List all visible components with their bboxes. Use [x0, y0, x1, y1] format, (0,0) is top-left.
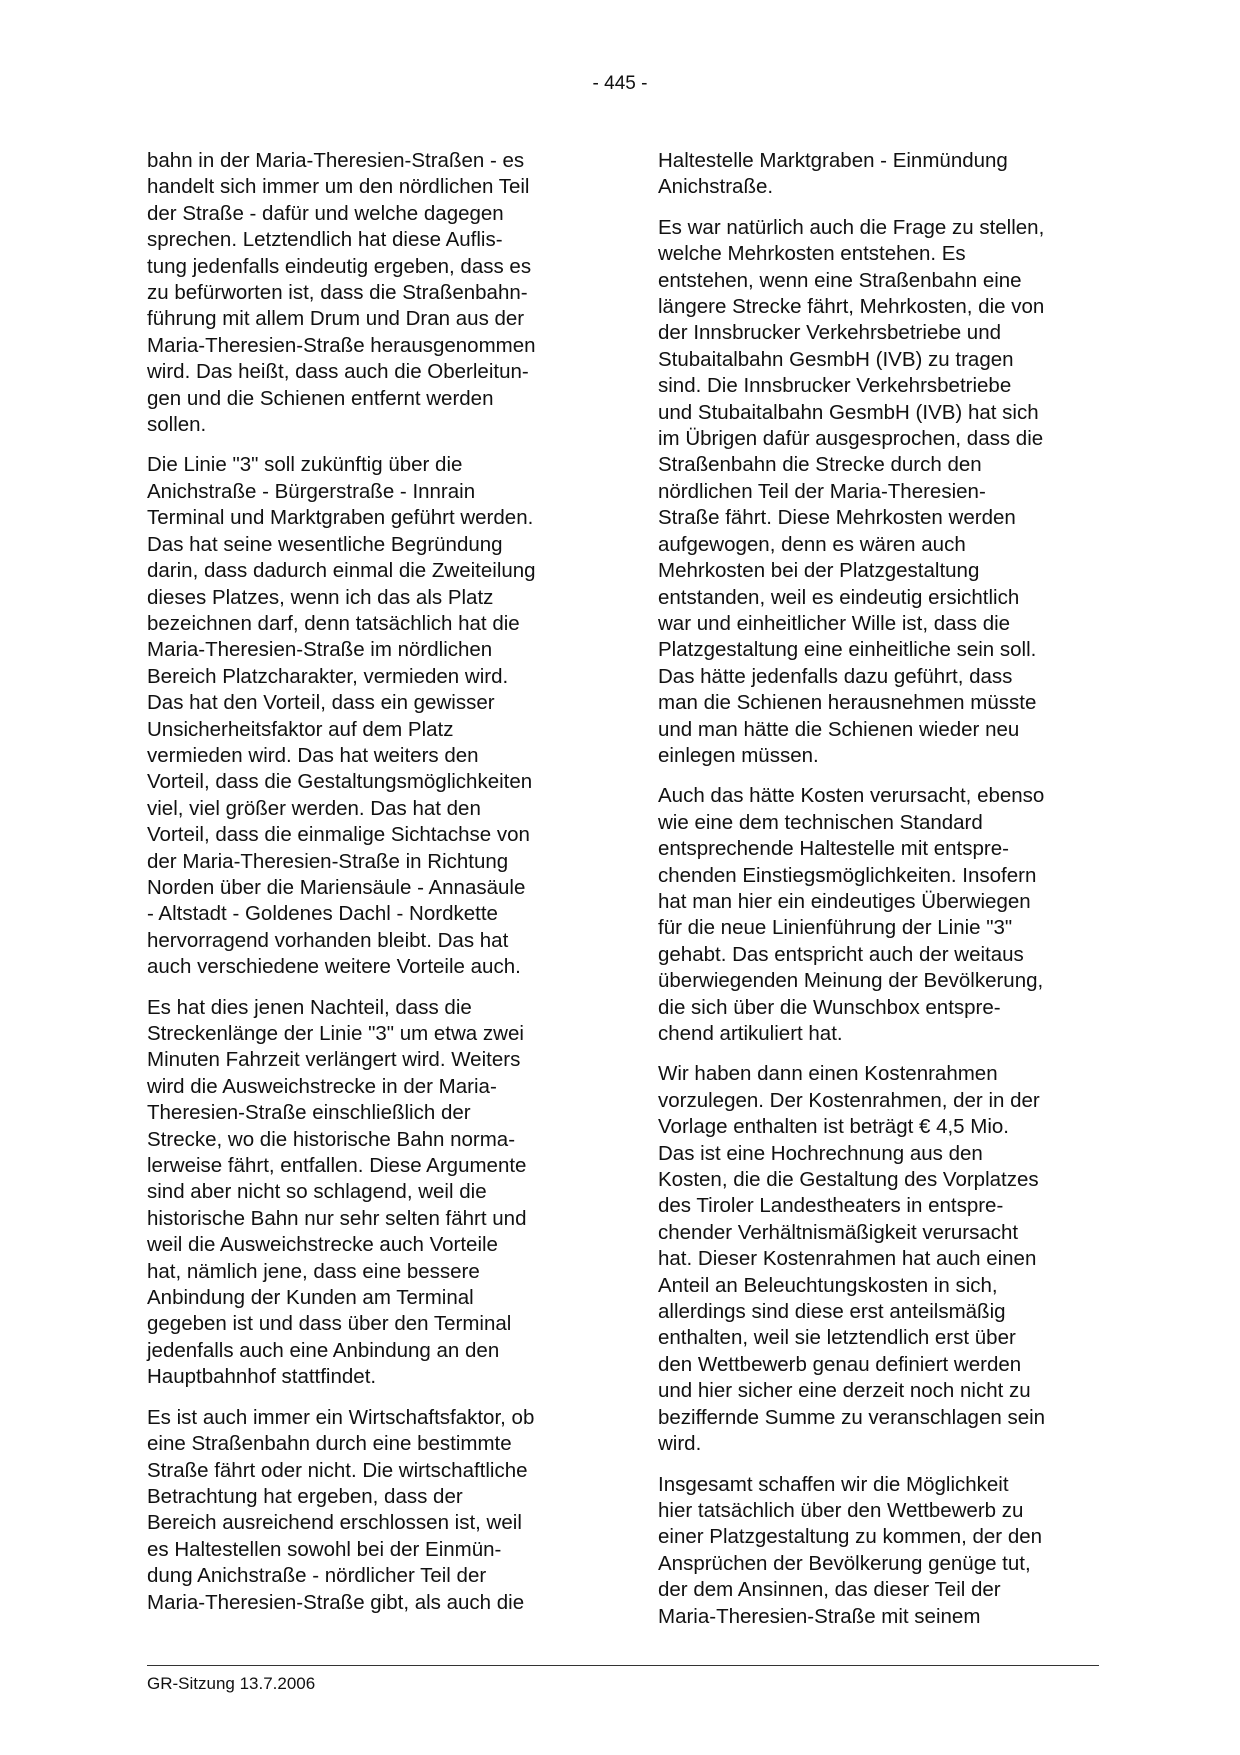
text-line: hat, nämlich jene, dass eine bessere	[147, 1259, 480, 1283]
text-line: Anichstraße - Bürgerstraße - Innrain	[147, 479, 476, 503]
text-line: aufgewogen, denn es wären auch	[658, 532, 966, 556]
text-line: tung jedenfalls eindeutig ergeben, dass es	[147, 254, 532, 278]
paragraph	[147, 1405, 592, 1616]
text-line: hat. Dieser Kostenrahmen hat auch einen	[658, 1247, 1037, 1271]
text-line: und hier sicher eine derzeit noch nicht zu	[658, 1379, 1031, 1403]
text-line: sind aber nicht so schlagend, weil die	[147, 1180, 487, 1204]
left-column	[147, 148, 592, 1630]
text-line: hat man hier ein eindeutiges Überwiegen	[658, 889, 1031, 913]
text-line: Terminal und Marktgraben geführt werden.	[147, 506, 534, 530]
text-line: Maria-Theresien-Straße im nördlichen	[147, 638, 493, 662]
text-line: viel, viel größer werden. Das hat den	[147, 796, 481, 820]
text-line: welche Mehrkosten entstehen. Es	[658, 242, 966, 266]
text-line: dieses Platzes, wenn ich das als Platz	[147, 585, 494, 609]
text-line: gegeben ist und dass über den Terminal	[147, 1312, 512, 1336]
paragraph	[147, 148, 592, 438]
text-line: Maria-Theresien-Straße mit seinem	[658, 1604, 981, 1628]
text-line: darin, dass dadurch einmal die Zweiteilung	[147, 559, 536, 583]
paragraph	[658, 783, 1103, 1047]
text-line: sollen.	[147, 413, 207, 437]
text-line: der Straße - dafür und welche dagegen	[147, 201, 504, 225]
text-line: chenden Einstiegsmöglichkeiten. Insofern	[658, 863, 1037, 887]
text-line: Das ist eine Hochrechnung aus den	[658, 1141, 983, 1165]
text-line: Das hätte jedenfalls dazu geführt, dass	[658, 664, 1013, 688]
text-line: und Stubaitalbahn GesmbH (IVB) hat sich	[658, 400, 1039, 424]
text-line: Haltestelle Marktgraben - Einmündung	[658, 149, 1008, 172]
text-line: sprechen. Letztendlich hat diese Auflis-	[147, 228, 503, 252]
text-line: war und einheitlicher Wille ist, dass die	[658, 611, 1011, 635]
text-line: bezeichnen darf, denn tatsächlich hat die	[147, 611, 520, 635]
text-line: Strecke, wo die historische Bahn norma-	[147, 1127, 516, 1151]
paragraph	[658, 1061, 1103, 1457]
text-line: führung mit allem Drum und Dran aus der	[147, 307, 525, 331]
text-line: Es war natürlich auch die Frage zu stellen,	[658, 215, 1045, 239]
text-line: des Tiroler Landestheaters in entspre-	[658, 1194, 1004, 1218]
text-line: Vorteil, dass die Gestaltungsmöglichkeiten	[147, 770, 533, 794]
text-line: wie eine dem technischen Standard	[658, 810, 983, 834]
text-line: wird die Ausweichstrecke in der Maria-	[147, 1074, 497, 1098]
text-line: Streckenlänge der Linie "3" um etwa zwei	[147, 1022, 524, 1045]
text-line: gehabt. Das entspricht auch der weitaus	[658, 942, 1024, 966]
text-line: den Wettbewerb genau definiert werden	[658, 1352, 1022, 1376]
text-line: Bereich Platzcharakter, vermieden wird.	[147, 664, 509, 688]
text-line: Es ist auch immer ein Wirtschaftsfaktor, ob	[147, 1405, 535, 1429]
paragraph	[147, 452, 592, 980]
text-line: einer Platzgestaltung zu kommen, der den	[658, 1525, 1043, 1549]
text-line: Vorteil, dass die einmalige Sichtachse von	[147, 823, 530, 847]
text-line: Theresien-Straße einschließlich der	[147, 1101, 471, 1125]
text-line: hervorragend vorhanden bleibt. Das hat	[147, 928, 509, 952]
text-line: längere Strecke fährt, Mehrkosten, die von	[658, 295, 1045, 319]
text-line: Straßenbahn die Strecke durch den	[658, 453, 982, 477]
text-line: Anbindung der Kunden am Terminal	[147, 1286, 474, 1310]
text-line: Unsicherheitsfaktor auf dem Platz	[147, 717, 454, 741]
text-line: Es hat dies jenen Nachteil, dass die	[147, 995, 472, 1019]
text-line: Platzgestaltung eine einheitliche sein soll.	[658, 638, 1037, 662]
text-line: Anichstraße.	[658, 175, 774, 199]
text-line: man die Schienen herausnehmen müsste	[658, 691, 1037, 715]
text-line: sind. Die Innsbrucker Verkehrsbetriebe	[658, 374, 1012, 398]
text-line: und man hätte die Schienen wieder neu	[658, 717, 1020, 741]
text-line: gen und die Schienen entfernt werden	[147, 386, 494, 410]
text-line: wird. Das heißt, dass auch die Oberleitun-	[147, 360, 529, 384]
text-line: Ansprüchen der Bevölkerung genüge tut,	[658, 1551, 1031, 1575]
right-column	[658, 148, 1103, 1644]
text-line: - Altstadt - Goldenes Dachl - Nordkette	[147, 902, 498, 926]
text-line: wird.	[658, 1432, 702, 1456]
text-line: Hauptbahnhof stattfindet.	[147, 1365, 377, 1389]
page-number: - 445 -	[592, 73, 648, 94]
text-line: hier tatsächlich über den Wettbewerb zu	[658, 1498, 1024, 1522]
text-line: allerdings sind diese erst anteilsmäßig	[658, 1300, 1006, 1324]
text-line: zu befürworten ist, dass die Straßenbahn-	[147, 281, 528, 305]
paragraph	[658, 148, 1103, 201]
text-line: entsprechende Haltestelle mit entspre-	[658, 837, 1009, 861]
text-line: Bereich ausreichend erschlossen ist, weil	[147, 1511, 522, 1535]
text-line: Betrachtung hat ergeben, dass der	[147, 1484, 463, 1508]
footer-session-label: GR-Sitzung 13.7.2006	[147, 1674, 316, 1693]
text-line: der dem Ansinnen, das dieser Teil der	[658, 1578, 1001, 1602]
text-line: überwiegenden Meinung der Bevölkerung,	[658, 969, 1044, 993]
text-line: nördlichen Teil der Maria-Theresien-	[658, 479, 986, 503]
text-line: Wir haben dann einen Kostenrahmen	[658, 1062, 998, 1086]
text-line: enthalten, weil sie letztendlich erst über	[658, 1326, 1016, 1350]
paragraph	[658, 1472, 1103, 1630]
footer-divider	[147, 1665, 1099, 1666]
text-line: historische Bahn nur sehr selten fährt und	[147, 1206, 527, 1230]
text-line: entstanden, weil es eindeutig ersichtlich	[658, 585, 1020, 609]
text-line: Straße fährt. Diese Mehrkosten werden	[658, 506, 1016, 530]
text-line: vermieden wird. Das hat weiters den	[147, 743, 479, 767]
text-line: im Übrigen dafür ausgesprochen, dass die	[658, 427, 1044, 451]
text-line: dung Anichstraße - nördlicher Teil der	[147, 1564, 487, 1588]
text-line: die sich über die Wunschbox entspre-	[658, 995, 1001, 1019]
text-line: der Maria-Theresien-Straße in Richtung	[147, 849, 509, 873]
paragraph	[658, 215, 1103, 770]
text-line: Insgesamt schaffen wir die Möglichkeit	[658, 1472, 1009, 1496]
text-line: handelt sich immer um den nördlichen Teil	[147, 175, 530, 199]
text-line: Das hat seine wesentliche Begründung	[147, 532, 503, 556]
text-line: weil die Ausweichstrecke auch Vorteile	[147, 1233, 498, 1257]
text-line: chender Verhältnismäßigkeit verursacht	[658, 1220, 1019, 1244]
text-line: Maria-Theresien-Straße gibt, als auch die	[147, 1590, 525, 1614]
text-line: Das hat den Vorteil, dass ein gewisser	[147, 691, 495, 715]
text-line: Norden über die Mariensäule - Annasäule	[147, 875, 526, 899]
text-line: Mehrkosten bei der Platzgestaltung	[658, 559, 980, 583]
text-line: beziffernde Summe zu veranschlagen sein	[658, 1405, 1046, 1429]
text-line: auch verschiedene weitere Vorteile auch.	[147, 955, 521, 979]
text-line: einlegen müssen.	[658, 743, 819, 767]
text-line: entstehen, wenn eine Straßenbahn eine	[658, 268, 1022, 292]
text-line: Minuten Fahrzeit verlängert wird. Weiters	[147, 1048, 521, 1072]
text-line: es Haltestellen sowohl bei der Einmün-	[147, 1537, 502, 1561]
text-line: für die neue Linienführung der Linie "3"	[658, 916, 1013, 940]
text-line: Die Linie "3" soll zukünftig über die	[147, 453, 463, 477]
paragraph	[147, 995, 592, 1391]
text-line: Kosten, die die Gestaltung des Vorplatzes	[658, 1168, 1039, 1192]
text-line: eine Straßenbahn durch eine bestimmte	[147, 1432, 512, 1456]
text-line: jedenfalls auch eine Anbindung an den	[147, 1338, 500, 1362]
text-line: Auch das hätte Kosten verursacht, ebenso	[658, 784, 1045, 808]
text-line: bahn in der Maria-Theresien-Straßen - es	[147, 149, 525, 172]
text-line: Straße fährt oder nicht. Die wirtschaftliche	[147, 1458, 528, 1482]
text-line: Stubaitalbahn GesmbH (IVB) zu tragen	[658, 347, 1014, 371]
text-line: chend artikuliert hat.	[658, 1022, 843, 1045]
text-line: Anteil an Beleuchtungskosten in sich,	[658, 1273, 998, 1297]
text-line: vorzulegen. Der Kostenrahmen, der in der	[658, 1088, 1040, 1112]
text-line: lerweise fährt, entfallen. Diese Argumente	[147, 1154, 527, 1178]
text-line: Vorlage enthalten ist beträgt € 4,5 Mio.	[658, 1115, 1010, 1139]
text-line: Maria-Theresien-Straße herausgenommen	[147, 333, 536, 357]
text-line: der Innsbrucker Verkehrsbetriebe und	[658, 321, 1002, 345]
